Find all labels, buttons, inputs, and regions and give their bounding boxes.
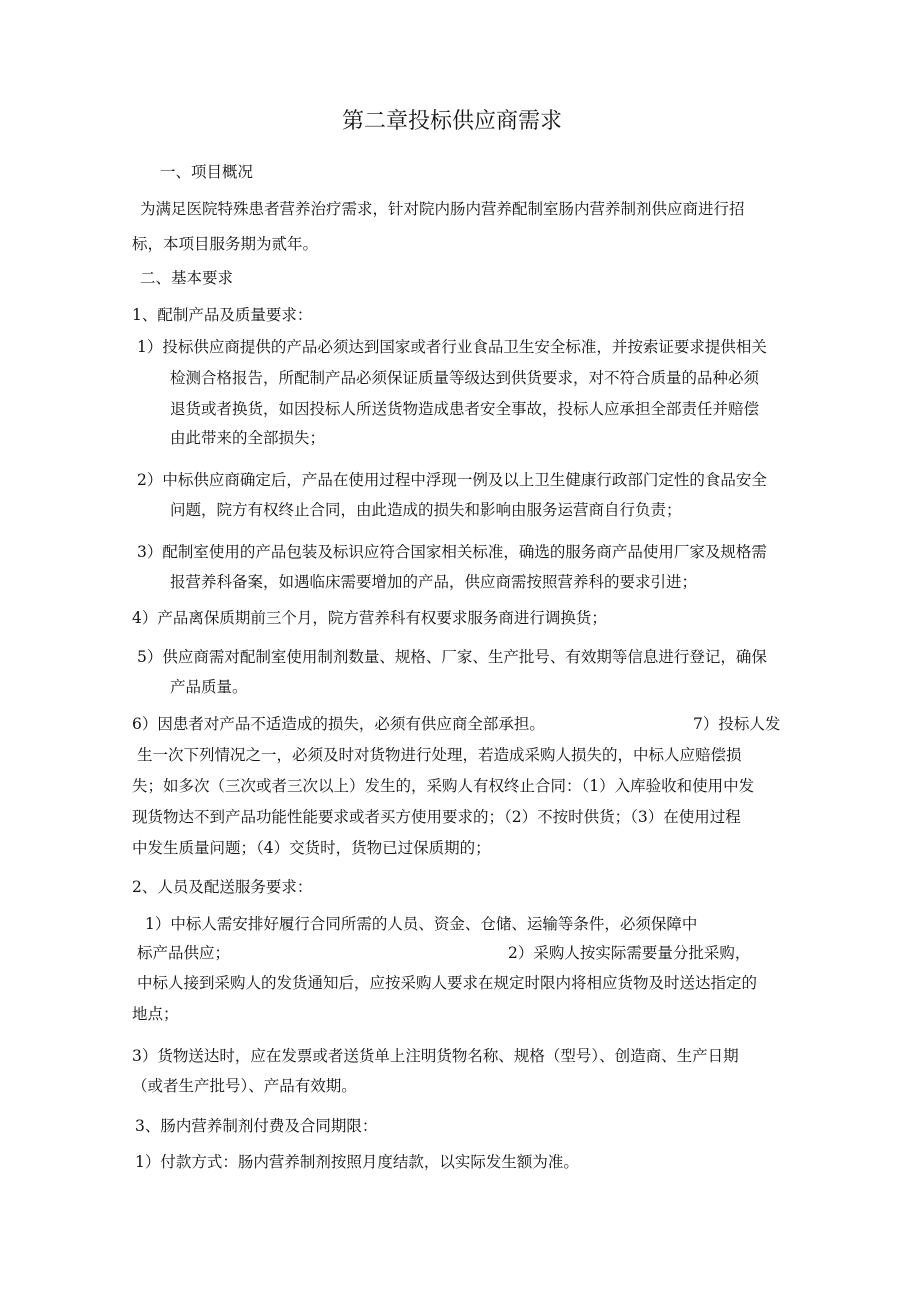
list-item-line: 5）供应商需对配制室使用制剂数量、规格、厂家、生产批号、有效期等信息进行登记，确保 [137,648,767,666]
list-item-line: 报营养科备案，如遇临床需要增加的产品，供应商需按照营养科的要求引进； [170,573,698,591]
page-title: 第二章投标供应商需求 [342,109,563,134]
list-item-line: 生一次下列情况之一，必须及时对货物进行处理，若造成采购人损失的，中标人应赔偿损 [137,746,742,764]
list-item-line: 中标人接到采购人的发货通知后，应按采购人要求在规定时限内将相应货物及时送达指定的 [137,974,758,992]
list-item-line: 4）产品离保质期前三个月，院方营养科有权要求服务商进行调换货； [132,609,607,627]
list-item-line: 失；如多次（三次或者三次以上）发生的，采购人有权终止合同：（1）入库验收和使用中发 [132,777,755,795]
list-item-line: 问题，院方有权终止合同，由此造成的损失和影响由服务运营商自行负责； [170,501,682,519]
list-item-line: 2）采购人按实际需要量分批采购， [508,944,751,962]
section-heading-basic: 二、基本要求 [140,269,234,287]
list-item-line: 检测合格报告，所配制产品必须保证质量等级达到供货要求，对不符合质量的品种必须 [170,369,760,387]
list-item-line: （或者生产批号）、产品有效期。 [132,1077,357,1095]
list-item-line: 1）投标供应商提供的产品必须达到国家或者行业食品卫生安全标准，并按索证要求提供相关 [137,338,767,356]
list-item-line: 3）货物送达时，应在发票或者送货单上注明货物名称、规格（型号）、创造商、生产日期 [132,1047,739,1065]
list-item-line: 1）中标人需安排好履行合同所需的人员、资金、仓储、运输等条件，必须保障中 [145,915,698,933]
list-item-line: 中发生质量问题；（4）交货时，货物已过保质期的； [132,839,491,857]
paragraph-line: 为满足医院特殊患者营养治疗需求，针对院内肠内营养配制室肠内营养制剂供应商进行招 [140,200,745,218]
list-item-line: 由此带来的全部损失； [170,429,326,447]
list-item-line: 7）投标人发 [693,715,781,733]
list-item-line: 现货物达不到产品功能性能要求或者买方使用要求的；（2）不按时供货；（3）在使用过程 [132,808,741,826]
subsection-heading: 2、人员及配送服务要求： [132,878,313,896]
subsection-heading: 3、肠内营养制剂付费及合同期限： [135,1117,378,1135]
list-item-line: 标产品供应； [137,944,231,962]
list-item-line: 3）配制室使用的产品包装及标识应符合国家相关标准，确选的服务商产品使用厂家及规格需 [137,543,767,561]
list-item-line: 产品质量。 [170,678,248,696]
list-item-line: 地点； [132,1005,179,1023]
list-item-line: 2）中标供应商确定后，产品在使用过程中浮现一例及以上卫生健康行政部门定性的食品安全 [137,471,767,489]
list-item-line: 6）因患者对产品不适造成的损失，必须有供应商全部承担。 [132,715,545,733]
list-item-line: 退货或者换货，如因投标人所送货物造成患者安全事故，投标人应承担全部责任并赔偿 [170,400,760,418]
subsection-heading: 1、配制产品及质量要求： [132,306,313,324]
paragraph-line: 标，本项目服务期为贰年。 [132,235,319,253]
list-item-line: 1）付款方式：肠内营养制剂按照月度结款，以实际发生额为准。 [135,1153,579,1171]
section-heading-overview: 一、项目概况 [160,163,254,181]
